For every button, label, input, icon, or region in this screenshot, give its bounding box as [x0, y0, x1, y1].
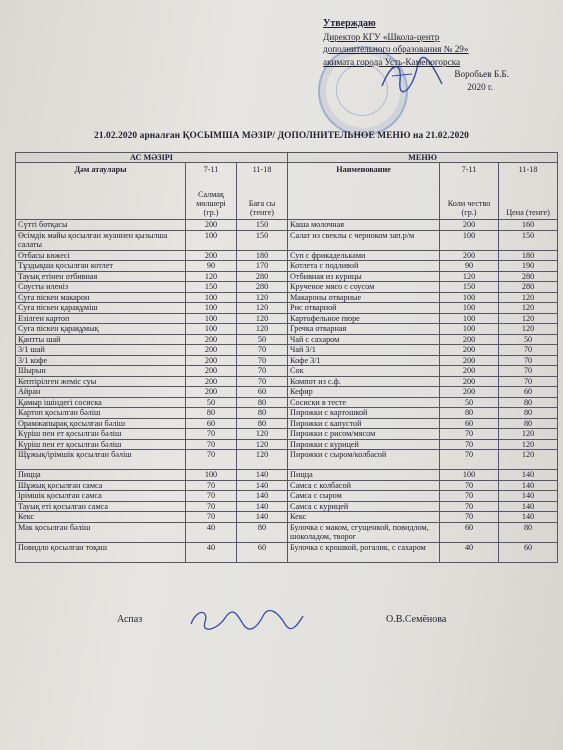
ru-price: 50	[499, 334, 558, 345]
ru-dish-name: Сок	[288, 366, 440, 377]
ru-price: 190	[499, 261, 558, 272]
ru-weight: 100	[440, 230, 499, 250]
table-row	[16, 480, 558, 491]
ru-weight: 100	[440, 324, 499, 335]
kz-dish-name: Өсімдік майы қосылған жуаннен қызылша салаты	[16, 230, 186, 250]
kz-price: 120	[237, 324, 288, 335]
ru-dish-name: Пицца	[288, 470, 440, 481]
approval-akimat: акимата города Усть-Каменогорска	[323, 56, 461, 67]
kz-weight: 80	[186, 408, 237, 419]
kz-weight: 70	[186, 491, 237, 502]
ru-price: 150	[499, 230, 558, 250]
kz-weight: 60	[186, 418, 237, 429]
kz-dish-name: Орамжапырақ қосылған бәліш	[16, 418, 186, 429]
kz-dish-name: Тауық еті қосылған самса	[16, 501, 186, 512]
ru-weight: 70	[440, 429, 499, 440]
ru-dish-name: Макароны отварные	[288, 292, 440, 303]
cook-signature	[187, 604, 307, 634]
kz-weight: 200	[186, 355, 237, 366]
kz-weight-header: 7-11 Салмақ мөлшері (гр.)	[186, 163, 237, 220]
table-row	[16, 542, 558, 562]
table-row	[16, 303, 558, 314]
ru-weight: 100	[440, 470, 499, 481]
kz-price: 140	[237, 480, 288, 491]
kz-dish-name: Күріш пен ет қосылған бәліш	[16, 439, 186, 450]
kz-weight: 90	[186, 261, 237, 272]
ru-price: 70	[499, 345, 558, 356]
approval-block	[323, 18, 553, 94]
ru-price: 120	[499, 450, 558, 470]
ru-weight: 200	[440, 355, 499, 366]
ru-dish-name: Салат из свеклы с черноком зап.р/м	[288, 230, 440, 250]
kz-price: 120	[237, 313, 288, 324]
ru-dish-name: Котлета с подливой	[288, 261, 440, 272]
table-row	[16, 366, 558, 377]
table-row	[16, 501, 558, 512]
ru-dish-name: Чай 3/1	[288, 345, 440, 356]
kz-weight: 100	[186, 470, 237, 481]
kz-dish-name: Ірімшік қосылған самса	[16, 491, 186, 502]
kz-weight: 200	[186, 250, 237, 261]
kz-dish-name: Қамыр ішіндегі сосиска	[16, 397, 186, 408]
ru-dish-name: Картофельное пюре	[288, 313, 440, 324]
kz-name-header: Дәм атаулары	[16, 163, 186, 220]
ru-weight: 70	[440, 512, 499, 523]
ru-dish-name: Кефир	[288, 387, 440, 398]
kz-price: 140	[237, 491, 288, 502]
ru-weight: 100	[440, 303, 499, 314]
table-row	[16, 282, 558, 293]
kz-price: 150	[237, 220, 288, 231]
kz-dish-name: Кептірілген жеміс суы	[16, 376, 186, 387]
kz-price: 180	[237, 250, 288, 261]
ru-price: 70	[499, 355, 558, 366]
kz-weight: 100	[186, 230, 237, 250]
kz-weight: 150	[186, 282, 237, 293]
kz-dish-name: Суға піскен қарақұміш	[16, 303, 186, 314]
kz-price: 60	[237, 387, 288, 398]
menu-rows	[16, 220, 558, 563]
kz-price: 70	[237, 366, 288, 377]
ru-price: 80	[499, 408, 558, 419]
table-row	[16, 292, 558, 303]
ru-dish-name: Отбивная из курицы	[288, 271, 440, 282]
kz-dish-name: Суға піскен макарон	[16, 292, 186, 303]
menu-table	[15, 152, 558, 563]
ru-weight: 80	[440, 408, 499, 419]
ru-weight: 70	[440, 480, 499, 491]
approval-director: Директор КГУ «Школа-центр	[323, 31, 440, 42]
kz-price: 280	[237, 271, 288, 282]
approval-date: 2020 г.	[467, 81, 493, 92]
kz-price-header: 11-18 Баға сы (тенге)	[237, 163, 288, 220]
kz-price: 120	[237, 450, 288, 470]
ru-dish-name: Самса с курицей	[288, 501, 440, 512]
kz-dish-name: Пицца	[16, 470, 186, 481]
ru-weight: 90	[440, 261, 499, 272]
kz-dish-name: Шұжық қосылған самса	[16, 480, 186, 491]
ru-price: 280	[499, 282, 558, 293]
ru-dish-name: Самса с колбасой	[288, 480, 440, 491]
table-row	[16, 313, 558, 324]
ru-price: 120	[499, 324, 558, 335]
table-row	[16, 250, 558, 261]
kz-weight: 40	[186, 522, 237, 542]
footer	[0, 612, 563, 642]
kz-dish-name: 3/1 шай	[16, 345, 186, 356]
ru-price: 140	[499, 512, 558, 523]
kz-weight: 200	[186, 220, 237, 231]
ru-dish-name: Пирожки с капустой	[288, 418, 440, 429]
ru-dish-name: Кофе 3/1	[288, 355, 440, 366]
ru-dish-name: Гречка отварная	[288, 324, 440, 335]
table-row	[16, 387, 558, 398]
kz-dish-name: Кекс	[16, 512, 186, 523]
ru-weight: 200	[440, 334, 499, 345]
ru-price: 120	[499, 313, 558, 324]
ru-price: 280	[499, 271, 558, 282]
kz-weight: 100	[186, 292, 237, 303]
kz-price: 50	[237, 334, 288, 345]
ru-weight: 200	[440, 376, 499, 387]
table-row	[16, 261, 558, 272]
ru-price: 70	[499, 366, 558, 377]
table-row	[16, 408, 558, 419]
ru-weight: 200	[440, 387, 499, 398]
ru-price: 60	[499, 542, 558, 562]
ru-price: 70	[499, 376, 558, 387]
ru-weight: 200	[440, 250, 499, 261]
ru-weight: 120	[440, 271, 499, 282]
kz-dish-name: Повидло қосылған тоқаш	[16, 542, 186, 562]
kz-weight: 70	[186, 429, 237, 440]
kz-price: 140	[237, 470, 288, 481]
kz-weight: 70	[186, 439, 237, 450]
table-row	[16, 418, 558, 429]
ru-weight-header: 7-11 Коли чество (гр.)	[440, 163, 499, 220]
kz-price: 80	[237, 397, 288, 408]
kz-dish-name: Сүтті ботқасы	[16, 220, 186, 231]
kz-weight: 100	[186, 303, 237, 314]
ru-dish-name: Пирожки с сыром/колбасой	[288, 450, 440, 470]
ru-weight: 100	[440, 313, 499, 324]
ru-dish-name: Сосиски в тесте	[288, 397, 440, 408]
kz-dish-name: Күріш пен ет қосылған бәліш	[16, 429, 186, 440]
kz-dish-name: Тауық етінен отбивная	[16, 271, 186, 282]
kz-weight: 200	[186, 387, 237, 398]
table-row	[16, 324, 558, 335]
table-row	[16, 355, 558, 366]
kz-price: 120	[237, 292, 288, 303]
ru-dish-name: Крученое мясо с соусом	[288, 282, 440, 293]
ru-price: 80	[499, 522, 558, 542]
kz-dish-name: Отбасы көжесі	[16, 250, 186, 261]
document-title: 21.02.2020 арналған ҚОСЫМША МӘЗІР/ ДОПОЛНИТЕЛЬНОЕ МЕНЮ на 21.02.2020	[94, 131, 469, 141]
approval-director-name: Воробьев Б.Б.	[454, 69, 509, 80]
table-row	[16, 376, 558, 387]
ru-price: 80	[499, 397, 558, 408]
table-row	[16, 220, 558, 231]
ru-price: 180	[499, 250, 558, 261]
kz-dish-name: Картоп қосылған бәліш	[16, 408, 186, 419]
kz-price: 140	[237, 501, 288, 512]
kz-weight: 70	[186, 512, 237, 523]
ru-weight: 150	[440, 282, 499, 293]
kz-dish-name: Шырын	[16, 366, 186, 377]
kz-weight: 200	[186, 345, 237, 356]
table-row	[16, 512, 558, 523]
ru-price: 120	[499, 439, 558, 450]
kz-dish-name: Айран	[16, 387, 186, 398]
kz-price: 80	[237, 522, 288, 542]
kz-price: 120	[237, 303, 288, 314]
ru-weight: 200	[440, 345, 499, 356]
kz-dish-name: Соусты иленіз	[16, 282, 186, 293]
ru-weight: 60	[440, 522, 499, 542]
ru-price: 140	[499, 470, 558, 481]
approval-organization: дополнительного образования № 29»	[323, 44, 469, 55]
kz-section-header: АС МӘЗІРІ	[16, 153, 288, 163]
kz-price: 150	[237, 230, 288, 250]
kz-dish-name: Суға піскен қарақұмық	[16, 324, 186, 335]
ru-weight: 50	[440, 397, 499, 408]
kz-dish-name: Тұздықша қосылған котлет	[16, 261, 186, 272]
ru-section-header: МЕНЮ	[288, 153, 558, 163]
kz-weight: 70	[186, 450, 237, 470]
ru-weight: 70	[440, 501, 499, 512]
kz-price: 80	[237, 408, 288, 419]
kz-price: 70	[237, 376, 288, 387]
table-row	[16, 450, 558, 470]
table-row	[16, 271, 558, 282]
ru-dish-name: Чай с сахаром	[288, 334, 440, 345]
ru-dish-name: Суп с фрикадельками	[288, 250, 440, 261]
ru-dish-name: Кекс	[288, 512, 440, 523]
cook-name: О.В.Семёнова	[386, 614, 447, 625]
ru-price: 140	[499, 501, 558, 512]
kz-weight: 100	[186, 313, 237, 324]
kz-price: 140	[237, 512, 288, 523]
table-row	[16, 470, 558, 481]
ru-dish-name: Пирожки с картошкой	[288, 408, 440, 419]
kz-dish-name: 3/1 кофе	[16, 355, 186, 366]
table-row	[16, 230, 558, 250]
ru-dish-name: Булочка с маком, сгущенкой, повидлом, шоколадом, творог	[288, 522, 440, 542]
table-row	[16, 397, 558, 408]
ru-price: 140	[499, 480, 558, 491]
ru-dish-name: Булочка с крошкой, рогалик, с сахаром	[288, 542, 440, 562]
ru-dish-name: Каша молочная	[288, 220, 440, 231]
kz-price: 280	[237, 282, 288, 293]
kz-price: 170	[237, 261, 288, 272]
table-row	[16, 522, 558, 542]
ru-price-header: 11-18 Цена (тенге)	[499, 163, 558, 220]
kz-price: 80	[237, 418, 288, 429]
approval-heading: Утверждаю	[323, 18, 376, 29]
kz-dish-name: Қантты шай	[16, 334, 186, 345]
ru-price: 140	[499, 491, 558, 502]
kz-weight: 50	[186, 397, 237, 408]
ru-price: 60	[499, 387, 558, 398]
kz-price: 70	[237, 355, 288, 366]
ru-weight: 200	[440, 366, 499, 377]
kz-weight: 200	[186, 366, 237, 377]
ru-weight: 70	[440, 450, 499, 470]
kz-price: 60	[237, 542, 288, 562]
ru-weight: 70	[440, 491, 499, 502]
kz-dish-name: Езілген картоп	[16, 313, 186, 324]
ru-weight: 70	[440, 439, 499, 450]
kz-weight: 40	[186, 542, 237, 562]
ru-name-header: Наименование	[288, 163, 440, 220]
table-row	[16, 345, 558, 356]
ru-dish-name: Пирожки с рисом/мясом	[288, 429, 440, 440]
ru-weight: 40	[440, 542, 499, 562]
ru-dish-name: Компот из с.ф.	[288, 376, 440, 387]
ru-price: 80	[499, 418, 558, 429]
kz-price: 70	[237, 345, 288, 356]
kz-dish-name: Мак қосылған бәліш	[16, 522, 186, 542]
kz-price: 120	[237, 439, 288, 450]
ru-dish-name: Рис отварной	[288, 303, 440, 314]
ru-price: 160	[499, 220, 558, 231]
table-row	[16, 491, 558, 502]
kz-weight: 120	[186, 271, 237, 282]
table-row	[16, 439, 558, 450]
kz-weight: 200	[186, 376, 237, 387]
ru-dish-name: Самса с сыром	[288, 491, 440, 502]
ru-price: 120	[499, 429, 558, 440]
kz-weight: 70	[186, 480, 237, 491]
table-row	[16, 429, 558, 440]
ru-price: 120	[499, 303, 558, 314]
ru-dish-name: Пирожки с курицей	[288, 439, 440, 450]
ru-weight: 200	[440, 220, 499, 231]
kz-price: 120	[237, 429, 288, 440]
kz-weight: 70	[186, 501, 237, 512]
ru-weight: 100	[440, 292, 499, 303]
ru-price: 120	[499, 292, 558, 303]
cook-position: Аспаз	[117, 614, 143, 625]
table-row	[16, 334, 558, 345]
kz-weight: 100	[186, 324, 237, 335]
kz-dish-name: Щұжық/ірімшік қосылған бәліш	[16, 450, 186, 470]
ru-weight: 60	[440, 418, 499, 429]
kz-weight: 200	[186, 334, 237, 345]
